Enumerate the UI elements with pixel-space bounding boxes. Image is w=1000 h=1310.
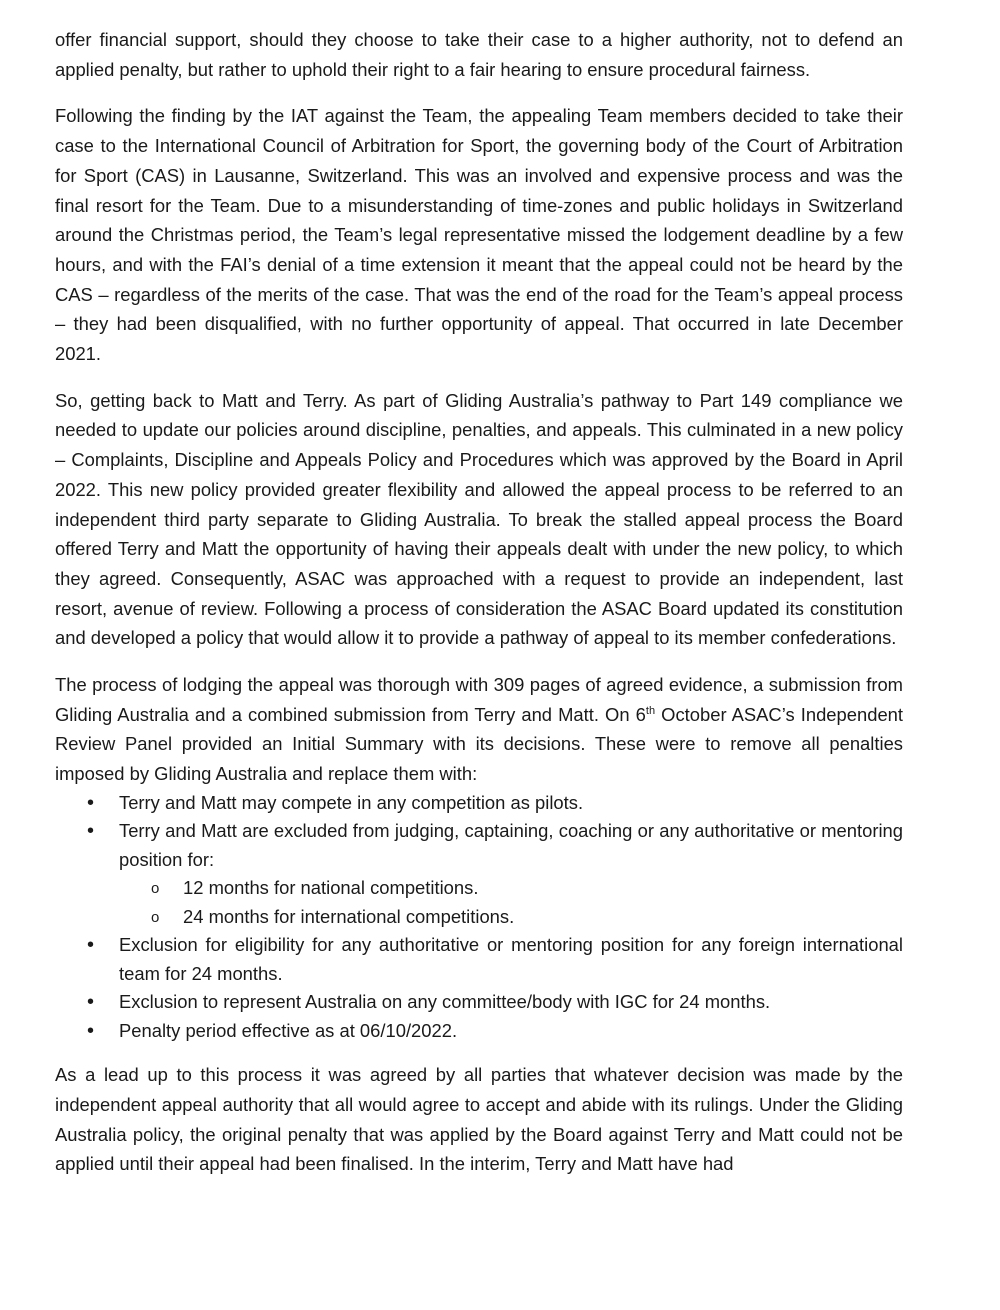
appeal-process-text-end: October ASAC’s Independent Review Panel provided an Initial Summary with its decisions. These were to remove all penalties imposed by Gliding Australia and replace them with: xyxy=(55,703,904,785)
penalty-item-foreign-team: • Exclusion for eligibility for any authoritative or mentoring position for any foreign international team for 24 months. xyxy=(55,931,903,988)
penalty-sub-item-international: o 24 months for international competitions. xyxy=(119,903,903,932)
penalty-item-compete: • Terry and Matt may compete in any competition as pilots. xyxy=(55,789,903,818)
penalty-list xyxy=(55,789,903,1046)
penalty-item-excluded-roles xyxy=(55,817,903,931)
penalty-item-excluded-roles-text: Terry and Matt are excluded from judging, captaining, coaching or any authoritative or mentoring position for: xyxy=(119,820,903,870)
penalty-item-igc-committee: • Exclusion to represent Australia on any committee/body with IGC for 24 months. xyxy=(55,988,903,1017)
appeal-process-text-start: The process of lodging the appeal was thorough with 309 pages of agreed evidence, a submission from Gliding Australia and a combined submission from Terry and Matt. On 6 xyxy=(55,674,903,725)
penalty-sub-item-national: o 12 months for national competitions. xyxy=(119,874,903,903)
penalty-sub-list xyxy=(119,874,903,931)
paragraph-appeal-process xyxy=(55,670,903,789)
paragraph-policy-update: So, getting back to Matt and Terry. As part of Gliding Australia’s pathway to Part 149 compliance we needed to update our policies around discipline, penalties, and appeals. This culminated in a new policy – Complaints, Discipline and Appeals Policy and Procedures which was approved by the Board in April 2022. This new policy provided greater flexibility and allowed the appeal process to be referred to an independent third party separate to Gliding Australia. To break the stalled appeal process the Board offered Terry and Matt the opportunity of having their appeals dealt with under the new policy, to which they agreed. Consequently, ASAC was approached with a request to provide an independent, last resort, avenue of review. Following a process of consideration the ASAC Board updated its constitution and developed a policy that would allow it to provide a pathway of appeal to its member confederations. xyxy=(55,389,903,649)
document-page xyxy=(55,25,903,1196)
paragraph-lead-up: As a lead up to this process it was agreed by all parties that whatever decision was made by the independent appeal authority that all would agree to accept and abide with its rulings. Under the Gliding Australia policy, the original penalty that was applied by the Board against Terry and Matt could not be applied until their appeal had been finalised. In the interim, Terry and Matt have had xyxy=(55,1064,903,1175)
penalty-item-effective-date: • Penalty period effective as at 06/10/2022. xyxy=(55,1017,903,1046)
paragraph-financial-support: offer financial support, should they choose to take their case to a higher authority, not to defend an applied penalty, but rather to uphold their right to a fair hearing to ensure procedural fairness. xyxy=(55,29,903,80)
paragraph-cas-appeal: Following the finding by the IAT against the Team, the appealing Team members decided to take their case to the International Council of Arbitration for Sport, the governing body of the Court of Arbitration for Sport (CAS) in Lausanne, Switzerland. This was an involved and expensive process and was the final resort for the Team. Due to a misunderstanding of time-zones and public holidays in Switzerland around the Christmas period, the Team’s legal representative missed the lodgement deadline by a few hours, and with the FAI’s denial of a time extension it meant that the appeal could not be heard by the CAS – regardless of the merits of the case. That was the end of the road for the Team’s appeal process – they had been disqualified, with no further opportunity of appeal. That occurred in late December 2021. xyxy=(55,105,903,365)
ordinal-suffix: th xyxy=(645,704,656,717)
